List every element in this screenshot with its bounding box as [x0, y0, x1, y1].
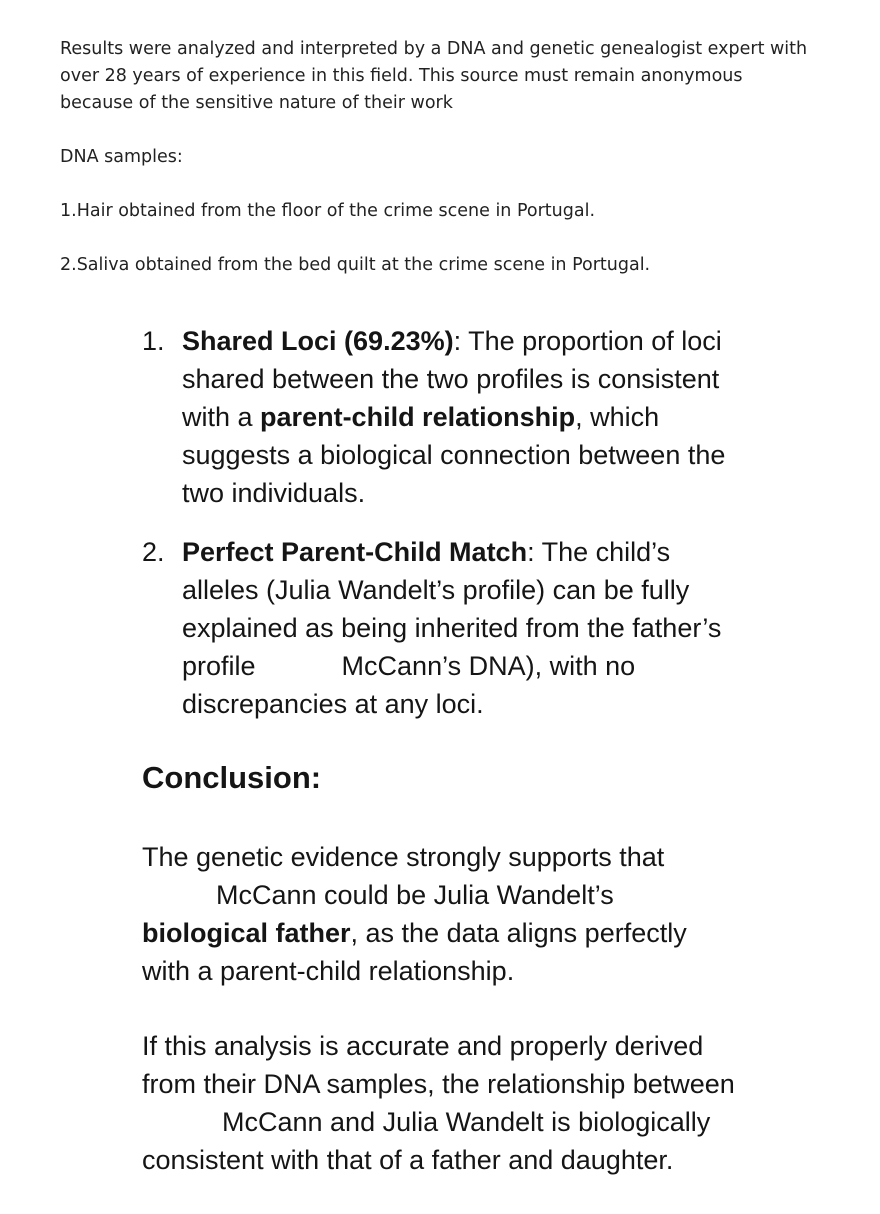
finding-title: Shared Loci (69.23%) — [182, 326, 454, 356]
finding-emphasis: parent-child relationship — [260, 402, 576, 432]
findings-list — [142, 322, 742, 744]
finding-text: : The child’s alleles (Julia Wandelt’s profile) can be fully explained as being inherited from the father’s profile — [182, 537, 722, 681]
finding-text: , which suggests a biological connection between the two individuals. — [182, 402, 726, 508]
conclusion-heading: Conclusion: — [142, 760, 322, 795]
finding-text: McCann’s DNA), with no discrepancies at any loci. — [182, 651, 636, 719]
conclusion-section — [142, 758, 742, 1179]
conclusion-text: McCann and Julia Wandelt is biologically consistent with that of a father and daughter. — [142, 1107, 711, 1175]
source-note: Results were analyzed and interpreted by a DNA and genetic genealogist expert with over 28 years of experience in this field. This source must remain anonymous because of the sensitive nature of their work — [60, 39, 808, 113]
intro-section — [60, 36, 820, 279]
finding-number: 1. — [142, 326, 165, 356]
finding-title: Perfect Parent-Child Match — [182, 537, 528, 567]
dna-samples-heading: DNA samples: — [60, 147, 183, 167]
conclusion-paragraph-2 — [142, 1027, 742, 1179]
conclusion-text: McCann could be Julia Wandelt’s — [216, 880, 614, 910]
conclusion-text: , as the data aligns perfectly with a parent-child relationship. — [142, 918, 687, 986]
conclusion-emphasis: biological father — [142, 918, 351, 948]
finding-text: : The proportion of loci shared between the two profiles is consistent with a — [182, 326, 722, 432]
dna-sample-1: 1.Hair obtained from the floor of the crime scene in Portugal. — [60, 201, 596, 221]
finding-item-shared-loci — [142, 322, 742, 512]
conclusion-text: The genetic evidence strongly supports that — [142, 842, 665, 872]
finding-item-parent-child-match — [142, 533, 742, 723]
dna-sample-2: 2.Saliva obtained from the bed quilt at the crime scene in Portugal. — [60, 255, 651, 275]
finding-number: 2. — [142, 537, 165, 567]
conclusion-paragraph-1 — [142, 838, 742, 990]
conclusion-text: If this analysis is accurate and properly derived from their DNA samples, the relationship between — [142, 1031, 735, 1099]
